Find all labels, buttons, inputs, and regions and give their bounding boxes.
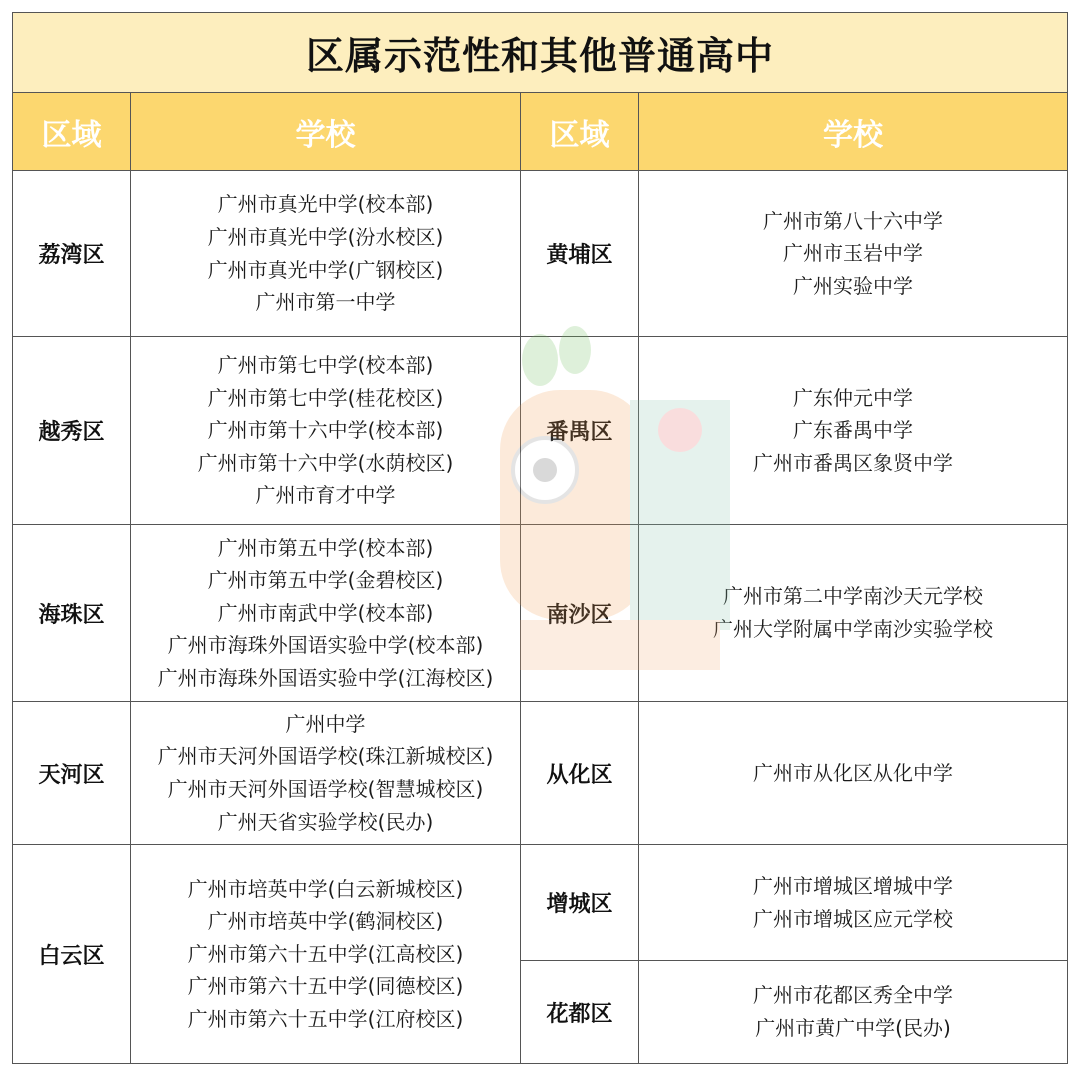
school-name: 广州天省实验学校(民办): [217, 809, 434, 834]
school-name: 广州市玉岩中学: [783, 241, 923, 266]
schools-table: [12, 12, 1068, 1064]
school-name: 广州市第五中学(校本部): [217, 535, 434, 560]
school-name: 广州市第十六中学(校本部): [207, 418, 444, 443]
district-cell: 从化区: [521, 702, 639, 845]
table-grid: [13, 93, 1067, 1063]
header-school-left: 学校: [131, 93, 521, 171]
school-name: 广州市真光中学(校本部): [217, 192, 434, 217]
school-name: 广州市真光中学(广钢校区): [207, 257, 444, 282]
school-name: 广州市第七中学(桂花校区): [207, 385, 444, 410]
school-name: 广州市海珠外国语实验中学(江海校区): [157, 665, 494, 690]
header-district-right: 区域: [521, 93, 639, 171]
school-name: 广州市天河外国语学校(智慧城校区): [167, 777, 484, 801]
school-name: 广州市天河外国语学校(珠江新城校区): [157, 744, 494, 769]
district-cell: 花都区: [521, 961, 639, 1063]
header-district-left: 区域: [13, 93, 131, 171]
school-name: 广州市第八十六中学: [763, 208, 943, 233]
school-name: 广州市花都区秀全中学: [753, 983, 953, 1008]
school-name: 广州市第十六中学(水荫校区): [197, 450, 454, 475]
school-name: 广州市真光中学(汾水校区): [207, 224, 444, 249]
school-name: 广州市培英中学(鹤洞校区): [207, 909, 444, 934]
district-cell: 黄埔区: [521, 171, 639, 337]
school-name: 广东仲元中学: [793, 385, 913, 410]
school-list: [131, 171, 521, 337]
district-cell: 荔湾区: [13, 171, 131, 337]
header-school-right: 学校: [639, 93, 1067, 171]
school-name: 广州市第二中学南沙天元学校: [723, 584, 983, 609]
district-cell: 越秀区: [13, 337, 131, 525]
school-list: [639, 961, 1067, 1063]
school-list: [639, 845, 1067, 961]
district-cell: 海珠区: [13, 525, 131, 702]
school-name: 广州市番禺区象贤中学: [753, 450, 953, 475]
school-name: 广州市黄广中学(民办): [755, 1016, 951, 1040]
school-name: 广州市海珠外国语实验中学(校本部): [167, 633, 484, 658]
table-title: 区属示范性和其他普通高中: [13, 13, 1067, 93]
school-name: 广州市第六十五中学(同德校区): [187, 974, 464, 999]
school-list: [639, 702, 1067, 845]
school-name: 广州大学附属中学南沙实验学校: [713, 617, 993, 641]
district-cell: 增城区: [521, 845, 639, 961]
district-cell: 白云区: [13, 845, 131, 1063]
school-name: 广州市培英中学(白云新城校区): [187, 876, 464, 901]
school-name: 广东番禺中学: [793, 418, 913, 443]
school-name: 广州市第六十五中学(江高校区): [187, 941, 464, 966]
school-name: 广州市育才中学: [255, 483, 396, 508]
district-cell: 南沙区: [521, 525, 639, 702]
school-name: 广州市第五中学(金碧校区): [207, 568, 444, 593]
school-name: 广州中学: [285, 711, 366, 736]
school-name: 广州实验中学: [793, 273, 913, 298]
school-name: 广州市增城区应元学校: [753, 906, 953, 931]
school-list: [639, 337, 1067, 525]
school-list: [131, 337, 521, 525]
school-list: [131, 702, 521, 845]
school-name: 广州市增城区增城中学: [753, 873, 953, 898]
school-name: 广州市第一中学: [255, 290, 396, 315]
district-cell: 番禺区: [521, 337, 639, 525]
school-list: [131, 525, 521, 702]
school-name: 广州市第六十五中学(江府校区): [187, 1006, 464, 1031]
school-name: 广州市第七中学(校本部): [217, 353, 434, 378]
school-list: [639, 525, 1067, 702]
school-name: 广州市从化区从化中学: [753, 760, 953, 785]
school-name: 广州市南武中学(校本部): [217, 600, 434, 625]
district-cell: 天河区: [13, 702, 131, 845]
school-list: [131, 845, 521, 1063]
school-list: [639, 171, 1067, 337]
